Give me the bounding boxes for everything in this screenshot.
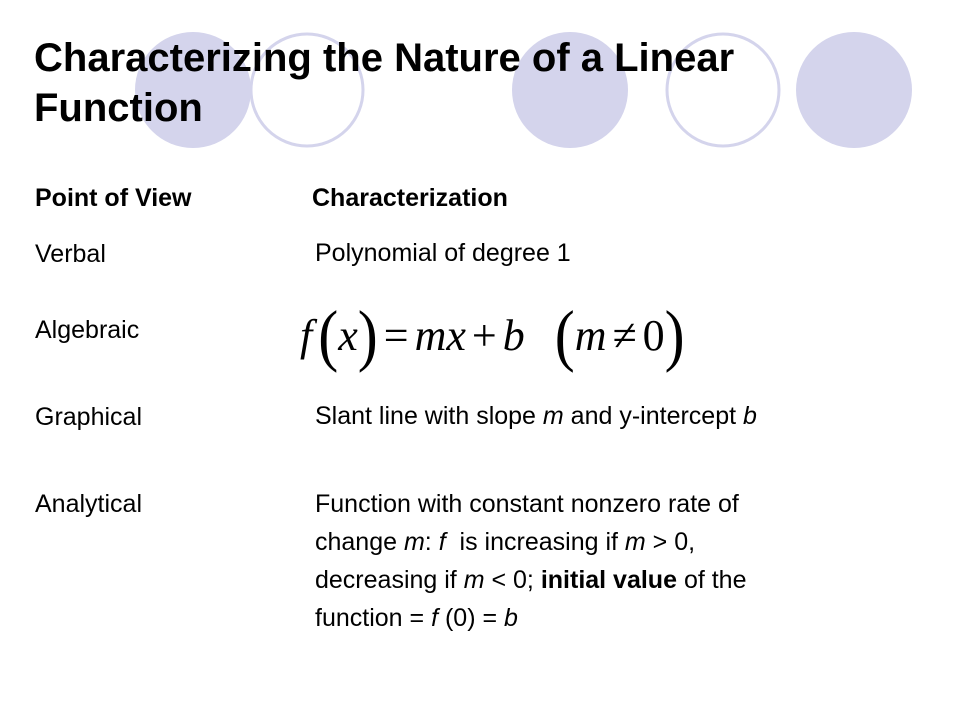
eq-b: b [502, 310, 525, 360]
row-label-graphical: Graphical [35, 403, 142, 431]
eq-equals: = [383, 310, 409, 360]
analytical-line-2: change m: f is increasing if m > 0, [315, 528, 696, 556]
row-value-verbal: Polynomial of degree 1 [315, 239, 571, 267]
eq-paren: ) [664, 297, 685, 373]
eq-mx: mx [414, 310, 466, 360]
eq-not-equal: ≠ [612, 310, 637, 360]
eq-paren: ( [554, 297, 575, 373]
row-label-verbal: Verbal [35, 240, 106, 268]
header-point-of-view: Point of View [35, 184, 192, 212]
eq-paren: ( [318, 297, 339, 373]
eq-paren: ) [357, 297, 378, 373]
row-value-analytical [315, 485, 747, 637]
row-value-graphical: Slant line with slope m and y-intercept b [315, 402, 757, 430]
eq-plus: + [471, 310, 497, 360]
analytical-line-3: decreasing if m < 0; initial value of the [315, 566, 747, 594]
slide-title: Characterizing the Nature of a Linear Function [34, 36, 735, 130]
eq-f: f [300, 310, 313, 360]
analytical-line-4: function = f (0) = b [315, 604, 518, 632]
equation-linear-function [300, 297, 685, 373]
row-label-algebraic: Algebraic [35, 316, 140, 344]
analytical-line-1: Function with constant nonzero rate of [315, 490, 739, 518]
eq-m: m [574, 310, 607, 360]
eq-x: x [338, 310, 358, 360]
row-label-analytical: Analytical [35, 490, 142, 518]
initial-value-term: initial value [540, 566, 677, 594]
header-characterization: Characterization [312, 184, 508, 212]
eq-zero: 0 [642, 310, 665, 360]
